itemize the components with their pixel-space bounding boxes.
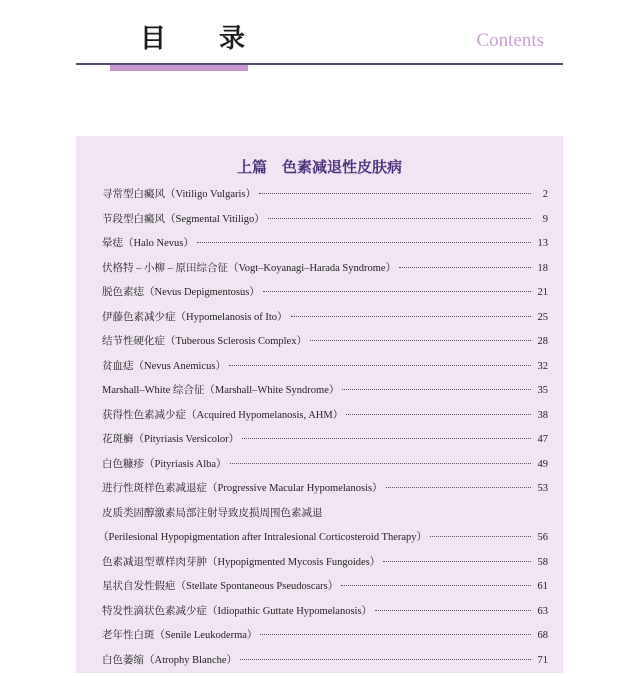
toc-entry[interactable] [102, 260, 548, 285]
toc-entry-title: 色素减退型蕈样肉芽肿（Hypopigmented Mycosis Fungoides） [102, 554, 380, 569]
toc-entry-title: Marshall–White 综合征（Marshall–White Syndrome） [102, 382, 339, 397]
toc-entry[interactable] [102, 358, 548, 383]
toc-entry-title: 结节性硬化症（Tuberous Sclerosis Complex） [102, 333, 307, 348]
toc-entry-title: 特发性滴状色素减少症（Idiopathic Guttate Hypomelanosis） [102, 603, 372, 618]
toc-entry-title: 脱色素痣（Nevus Depigmentosus） [102, 284, 260, 299]
toc-entry[interactable] [102, 505, 548, 530]
toc-entry-page: 28 [534, 336, 548, 347]
toc-entry-page: 68 [534, 630, 548, 641]
toc-entry[interactable] [102, 652, 548, 676]
toc-entry-page: 71 [534, 655, 548, 666]
toc-entry-page: 63 [534, 606, 548, 617]
toc-entry-title: 晕痣（Halo Nevus） [102, 235, 194, 250]
toc-entry-page: 47 [534, 434, 548, 445]
toc-entry[interactable] [102, 186, 548, 211]
leader-dots [375, 610, 531, 611]
toc-entry[interactable] [102, 333, 548, 358]
toc-entry-title: （Perilesional Hypopigmentation after Intralesional Corticosteroid Therapy） [98, 529, 427, 544]
toc-entry[interactable] [102, 554, 548, 579]
contents-heading-en: Contents [476, 30, 544, 52]
leader-dots [197, 242, 531, 243]
toc-entry-title: 花斑癣（Pityriasis Versicolor） [102, 431, 239, 446]
toc-list [102, 186, 548, 676]
toc-entry-page: 21 [534, 287, 548, 298]
toc-entry-page: 18 [534, 263, 548, 274]
toc-entry-page: 9 [534, 214, 548, 225]
leader-dots [259, 193, 531, 194]
toc-entry-page: 56 [534, 532, 548, 543]
leader-dots [291, 316, 532, 317]
toc-entry[interactable] [102, 480, 548, 505]
toc-entry-page: 35 [534, 385, 548, 396]
toc-entry[interactable] [102, 309, 548, 334]
toc-entry-title: 星状自发性假疤（Stellate Spontaneous Pseudoscars） [102, 578, 338, 593]
leader-dots [430, 536, 531, 537]
toc-entry-page: 13 [534, 238, 548, 249]
toc-entry-page: 25 [534, 312, 548, 323]
leader-dots [260, 634, 531, 635]
toc-entry[interactable] [102, 235, 548, 260]
toc-entry-page: 53 [534, 483, 548, 494]
toc-entry[interactable] [102, 431, 548, 456]
toc-entry-title: 获得性色素减少症（Acquired Hypomelanosis, AHM） [102, 407, 343, 422]
toc-entry[interactable] [102, 407, 548, 432]
contents-heading-cn: 目 录 [140, 18, 267, 55]
toc-entry-page: 49 [534, 459, 548, 470]
toc-entry-page: 58 [534, 557, 548, 568]
toc-entry-title: 白色萎缩（Atrophy Blanche） [102, 652, 237, 667]
leader-dots [229, 365, 531, 366]
leader-dots [383, 561, 531, 562]
toc-entry-page: 61 [534, 581, 548, 592]
leader-dots [386, 487, 531, 488]
toc-entry-page: 2 [534, 189, 548, 200]
toc-entry-title: 白色糠疹（Pityriasis Alba） [102, 456, 227, 471]
toc-entry-title: 进行性斑样色素减退症（Progressive Macular Hypomelanosis） [102, 480, 383, 495]
leader-dots [230, 463, 531, 464]
toc-entry[interactable] [102, 578, 548, 603]
toc-entry[interactable] [102, 211, 548, 236]
leader-dots [342, 389, 531, 390]
toc-panel [76, 136, 563, 673]
toc-entry-page: 32 [534, 361, 548, 372]
leader-dots [310, 340, 531, 341]
leader-dots [263, 291, 531, 292]
toc-entry[interactable] [102, 382, 548, 407]
leader-dots [341, 585, 531, 586]
toc-entry-title: 伊藤色素减少症（Hypomelanosis of Ito） [102, 309, 288, 324]
toc-entry-title: 寻常型白癜风（Vitiligo Vulgaris） [102, 186, 256, 201]
header-rule-accent [110, 65, 248, 71]
toc-entry-title: 老年性白斑（Senile Leukoderma） [102, 627, 257, 642]
leader-dots [240, 659, 531, 660]
toc-entry[interactable] [102, 456, 548, 481]
toc-entry-title: 伏格特 – 小柳 – 原田综合征（Vogt–Koyanagi–Harada Syndrome） [102, 260, 396, 275]
toc-entry-page: 38 [534, 410, 548, 421]
toc-entry-title: 节段型白癜风（Segmental Vitiligo） [102, 211, 265, 226]
leader-dots [399, 267, 531, 268]
toc-entry-title: 皮质类固醇激素局部注射导致皮损周围色素减退 [102, 505, 323, 520]
toc-entry[interactable] [102, 627, 548, 652]
leader-dots [242, 438, 531, 439]
leader-dots [346, 414, 531, 415]
part-title: 上篇 色素减退性皮肤病 [76, 156, 563, 177]
toc-entry[interactable] [102, 603, 548, 628]
leader-dots [268, 218, 531, 219]
toc-entry[interactable] [102, 284, 548, 309]
toc-entry[interactable] [102, 529, 548, 554]
toc-entry-title: 贫血痣（Nevus Anemicus） [102, 358, 226, 373]
